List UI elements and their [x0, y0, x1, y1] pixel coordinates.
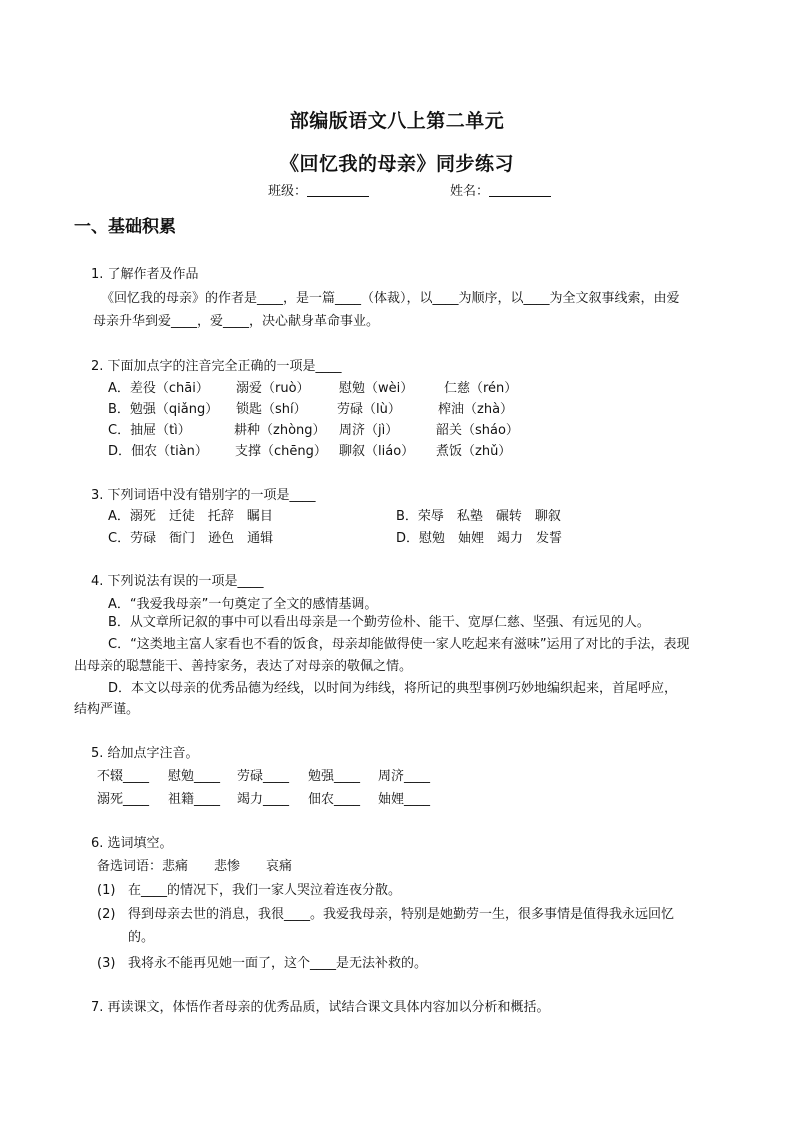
- q4-option-d-line1: D．本文以母亲的优秀品德为经线，以时间为纬线，将所记的典型事例巧妙地编织起来，首尾呼应，: [108, 681, 678, 696]
- q2-option-c-4: 韶关（sháo）: [436, 423, 519, 438]
- q2-option-d: D．佃农（tiàn）: [108, 444, 208, 459]
- q5-item: 祖籍____: [168, 792, 221, 807]
- name-field: [450, 182, 551, 201]
- q2-option-b-3: 劳碌（lù）: [337, 402, 401, 417]
- q6-title: 6. 选词填空。: [91, 836, 173, 851]
- q3-option-b: B．荣辱 私塾 碾转 聊叙: [396, 509, 561, 524]
- page-title: 部编版语文八上第二单元: [289, 110, 505, 132]
- page-subtitle: 《回忆我的母亲》同步练习: [279, 153, 514, 175]
- q4-option-d-line2: 结构严谨。: [74, 702, 140, 717]
- q2-option-d-3: 聊叙（liáo）: [339, 444, 415, 459]
- q1-line1: 《回忆我的母亲》的作者是____，是一篇____（体裁），以____为顺序，以____为全文叙事线索，由爱: [101, 291, 680, 306]
- q6-item-text: 我将永不能再见她一面了，这个____是无法补救的。: [128, 956, 428, 971]
- q4-option-b: B．从文章所记叙的事中可以看出母亲是一个勤劳俭朴、能干、宽厚仁慈、坚强、有远见的人。: [108, 615, 650, 630]
- q2-option-b: B．勉强（qiǎng）: [108, 402, 219, 417]
- q3-title: 3. 下列词语中没有错别字的一项是____: [91, 488, 316, 503]
- q5-item: 妯娌____: [378, 792, 431, 807]
- q2-option-c-3: 周济（jì）: [339, 423, 399, 438]
- q2-option-c-2: 耕种（zhòng）: [234, 423, 326, 438]
- q6-options: 备选词语：悲痛 悲惨 哀痛: [97, 859, 293, 874]
- q5-item: 竭力____: [237, 792, 290, 807]
- q6-item-text-cont: 的。: [128, 930, 155, 945]
- q5-item: 劳碌____: [237, 769, 290, 784]
- q5-item: 勉强____: [308, 769, 361, 784]
- q2-option-a: A．差役（chāi）: [108, 381, 209, 396]
- class-blank[interactable]: [307, 182, 369, 197]
- q2-title: 2. 下面加点字的注音完全正确的一项是____: [91, 359, 342, 374]
- q6-item-num: (2): [97, 907, 116, 922]
- q2-option-a-2: 溺爱（ruò）: [236, 381, 310, 396]
- q4-title: 4. 下列说法有误的一项是____: [91, 574, 264, 589]
- q6-item-num: (3): [97, 956, 116, 971]
- name-blank[interactable]: [489, 182, 551, 197]
- q3-option-d: D．慰勉 妯娌 竭力 发誓: [396, 531, 563, 546]
- class-field: [268, 182, 369, 201]
- q3-option-a: A．溺死 迁徒 托辞 瞩目: [108, 509, 273, 524]
- q2-option-a-3: 慰勉（wèi）: [339, 381, 414, 396]
- q5-item: 慰勉____: [168, 769, 221, 784]
- q6-item-text: 得到母亲去世的消息，我很____。我爱我母亲，特别是她勤劳一生，很多事情是值得我永远回忆: [128, 907, 675, 922]
- q5-item: 佃农____: [308, 792, 361, 807]
- class-label: 班级：: [268, 184, 308, 199]
- q3-option-c: C．劳碌 衙门 逊色 通辑: [108, 531, 274, 546]
- q4-option-c-line1: C．“这类地主富人家看也不看的饭食，母亲却能做得使一家人吃起来有滋味”运用了对比的手法，表现: [108, 637, 690, 652]
- name-label: 姓名：: [450, 184, 490, 199]
- q2-option-a-4: 仁慈（rén）: [444, 381, 518, 396]
- q1-title: 1. 了解作者及作品: [91, 267, 199, 282]
- section-title: 一、基础积累: [74, 217, 176, 237]
- q4-option-c-line2: 出母亲的聪慧能干、善持家务，表达了对母亲的敬佩之情。: [74, 659, 413, 674]
- q5-item: 溺死____: [97, 792, 150, 807]
- q7-title: 7. 再读课文，体悟作者母亲的优秀品质，试结合课文具体内容加以分析和概括。: [91, 1000, 550, 1015]
- q2-option-b-4: 榨油（zhà）: [438, 402, 514, 417]
- q2-option-b-2: 锁匙（shí）: [236, 402, 307, 417]
- q2-option-c: C．抽屉（tì）: [108, 423, 191, 438]
- q6-item-num: (1): [97, 883, 116, 898]
- q2-option-d-4: 煮饭（zhǔ）: [436, 444, 512, 459]
- q4-option-a: A．“我爱我母亲”一句奠定了全文的感情基调。: [108, 597, 378, 612]
- q5-item: 周济____: [378, 769, 431, 784]
- q6-item-text: 在____的情况下，我们一家人哭泣着连夜分散。: [128, 883, 402, 898]
- q5-title: 5. 给加点字注音。: [91, 746, 199, 761]
- q2-option-d-2: 支撑（chēng）: [235, 444, 327, 459]
- q5-item: 不辍____: [97, 769, 150, 784]
- q1-line2: 母亲升华到爱____，爱____，决心献身革命事业。: [93, 314, 380, 329]
